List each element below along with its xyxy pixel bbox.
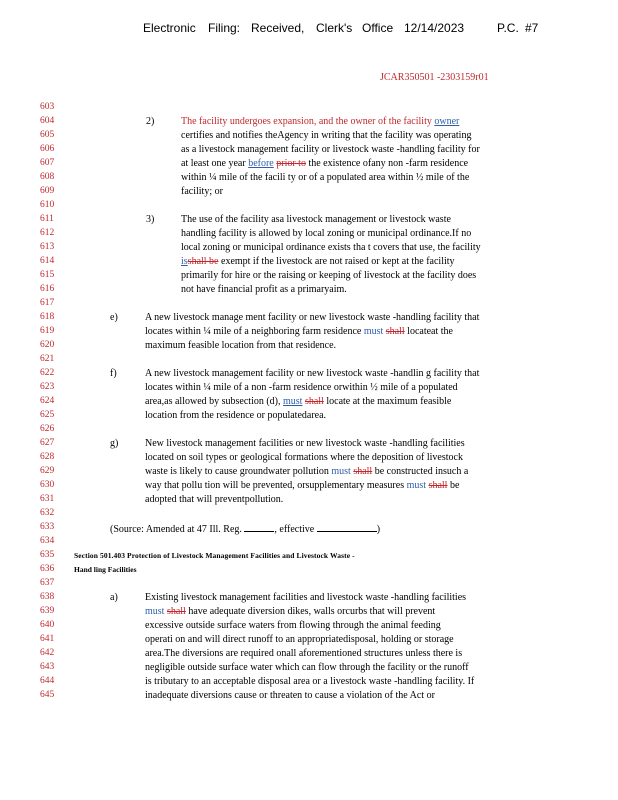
item-f-line: A new livestock management facility or new livestock waste -handlin g facility that	[145, 368, 480, 379]
line-number: 607	[40, 158, 55, 168]
item-e-line: maximum feasible location from that residence.	[145, 340, 337, 351]
text-segment: locateat the	[407, 326, 453, 337]
item-g-line: located on soil types or geological formations where the deposition of livestock	[145, 452, 463, 463]
inserted-text: must	[363, 326, 384, 337]
item-g-line	[145, 466, 468, 477]
line-number: 628	[40, 452, 55, 462]
line-number: 621	[40, 354, 55, 364]
header-pc: P.C.	[497, 21, 519, 35]
text-segment: be	[449, 480, 460, 491]
line-number: 605	[40, 130, 55, 140]
item-g-line	[145, 480, 459, 491]
item-3-line: handling facility is allowed by local zoning or municipal ordinance.If no	[181, 228, 472, 239]
item-2-line: certifies and notifies theAgency in writing that the facility was operating	[181, 130, 472, 141]
line-number: 629	[40, 466, 55, 476]
text-segment: locates within ¼ mile of a neighboring farm residence	[145, 326, 362, 337]
inserted-text: must	[331, 466, 351, 477]
line-number: 613	[40, 242, 55, 252]
deleted-text: shall	[304, 396, 324, 407]
item-f-line: location from the residence or populatedarea.	[145, 410, 327, 421]
deleted-text: shall	[166, 606, 186, 617]
item-3-line	[181, 256, 455, 267]
line-number: 618	[40, 312, 55, 322]
line-number: 606	[40, 144, 55, 154]
line-number: 609	[40, 186, 55, 196]
line-number: 616	[40, 284, 55, 294]
item-f-label: f)	[110, 368, 117, 379]
line-number: 611	[40, 214, 54, 224]
item-3-line: primarily for hire or the raising or keeping of livestock at the facility does	[181, 270, 477, 281]
text-segment: area,as allowed by subsection (d),	[145, 396, 281, 407]
text-segment: have adequate diversion dikes, walls orcurbs that will prevent	[188, 606, 436, 617]
section-heading-continued: Hand ling Facilities	[74, 565, 137, 574]
line-number: 627	[40, 438, 55, 448]
item-2-line	[181, 116, 459, 127]
inserted-text: is	[181, 256, 188, 267]
deleted-text: shall	[428, 480, 448, 491]
item-3-line: The use of the facility asa livestock management or livestock waste	[181, 214, 451, 225]
section-heading: Section 501.403 Protection of Livestock Management Facilities and Livestock Waste -	[74, 551, 355, 560]
item-g-label: g)	[110, 438, 119, 449]
text-segment: be constructed insuch a	[374, 466, 469, 477]
item-2-label: 2)	[146, 116, 155, 127]
header-electronic: Electronic	[143, 21, 196, 35]
line-number: 637	[40, 578, 55, 588]
text-segment: locate at the maximum feasible	[326, 396, 452, 407]
line-number: 632	[40, 508, 55, 518]
item-e-line	[145, 326, 453, 337]
item-a-line: is tributary to an acceptable disposal area or a livestock waste -handling facility. If	[145, 676, 475, 687]
item-a-line	[145, 606, 435, 617]
text-segment: the existence ofany non -farm residence	[308, 158, 469, 169]
header-filing: Filing:	[208, 21, 241, 35]
line-number: 642	[40, 648, 55, 658]
inserted-text: owner	[434, 116, 460, 127]
line-number: 617	[40, 298, 55, 308]
source-note	[110, 522, 380, 535]
line-number: 624	[40, 396, 55, 406]
item-e-label: e)	[110, 312, 118, 323]
header-received: Received,	[251, 21, 305, 35]
inserted-text: must	[145, 606, 165, 617]
item-3-line: not have financial profit as a primaryaim.	[181, 284, 347, 295]
amended-text: The facility undergoes expansion, and the owner of the facility	[181, 116, 432, 127]
line-number: 640	[40, 620, 55, 630]
item-a-line: area.The diversions are required onall aforementioned structures unless there is	[145, 648, 463, 659]
item-g-line: adopted that will preventpollution.	[145, 494, 284, 505]
line-number: 630	[40, 480, 55, 490]
item-a-line: excessive outside surface waters from flowing through the animal feeding	[145, 620, 441, 631]
line-number: 608	[40, 172, 55, 182]
line-number: 614	[40, 256, 55, 266]
header-clerks: Clerk's	[316, 21, 353, 35]
item-3-line: local zoning or municipal ordinance exists tha t covers that use, the facility	[181, 242, 481, 253]
header-office: Office	[362, 21, 394, 35]
deleted-text: shall	[353, 466, 373, 477]
text-segment: exempt if the livestock are not raised or kept at the facility	[221, 256, 455, 267]
line-number: 633	[40, 522, 55, 532]
source-mid: , effective	[274, 524, 315, 535]
line-number: 622	[40, 368, 55, 378]
item-a-label: a)	[110, 592, 118, 603]
line-number: 625	[40, 410, 55, 420]
line-number: 636	[40, 564, 55, 574]
line-number: 645	[40, 690, 55, 700]
item-a-line: Existing livestock management facilities and livestock waste -handling facilities	[145, 592, 467, 603]
line-number: 641	[40, 634, 55, 644]
line-number: 615	[40, 270, 55, 280]
line-number: 619	[40, 326, 55, 336]
line-number: 644	[40, 676, 55, 686]
item-a-line: negligible outside surface water which can flow through the facility or the runoff	[145, 662, 469, 673]
source-suffix: )	[376, 524, 381, 535]
line-number: 638	[40, 592, 55, 602]
item-e-line: A new livestock manage ment facility or new livestock waste -handling facility that	[145, 312, 480, 323]
inserted-text: must	[406, 480, 427, 491]
line-number: 604	[40, 116, 55, 126]
line-number: 643	[40, 662, 55, 672]
line-number: 603	[40, 102, 55, 112]
text-segment: waste is likely to cause groundwater pollution	[145, 466, 329, 477]
item-2-line: within ¼ mile of the facili ty or of a populated area within ½ mile of the	[181, 172, 470, 183]
source-blank-register	[244, 522, 274, 532]
deleted-text: shall	[385, 326, 405, 337]
item-2-line: as a livestock management facility or livestock waste -handling facility for	[181, 144, 480, 155]
filing-header	[0, 21, 618, 37]
source-blank-effective	[317, 522, 377, 532]
deleted-text: prior to	[276, 158, 306, 169]
inserted-text: must	[283, 396, 303, 407]
inserted-text: before	[248, 158, 274, 169]
line-number: 623	[40, 382, 55, 392]
header-date: 12/14/2023	[404, 21, 465, 35]
item-a-line: operati on and will direct runoff to an appropriatedisposal, holding or storage	[145, 634, 454, 645]
line-number: 634	[40, 536, 55, 546]
line-number: 639	[40, 606, 55, 616]
header-pc-number: #7	[525, 21, 539, 35]
item-2-line	[181, 158, 468, 169]
line-number: 635	[40, 550, 55, 560]
deleted-text: shall be	[187, 256, 219, 267]
line-number: 610	[40, 200, 55, 210]
item-f-line	[145, 396, 451, 407]
text-segment: at least one year	[181, 158, 246, 169]
item-3-label: 3)	[146, 214, 155, 225]
line-number: 620	[40, 340, 55, 350]
line-number: 631	[40, 494, 55, 504]
document-id: JCAR350501 -2303159r01	[380, 72, 489, 83]
line-number: 612	[40, 228, 55, 238]
item-2-line: facility; or	[181, 186, 223, 197]
item-f-line: locates within ¼ mile of a non -farm residence orwithin ½ mile of a populated	[145, 382, 458, 393]
source-prefix: (Source: Amended at 47 Ill. Reg.	[110, 524, 242, 535]
item-a-line: inadequate diversions cause or threaten to cause a violation of the Act or	[145, 690, 435, 701]
item-g-line: New livestock management facilities or new livestock waste -handling facilities	[145, 438, 465, 449]
text-segment: way that pollu tion will be prevented, orsupplementary measures	[145, 480, 405, 491]
line-number: 626	[40, 424, 55, 434]
